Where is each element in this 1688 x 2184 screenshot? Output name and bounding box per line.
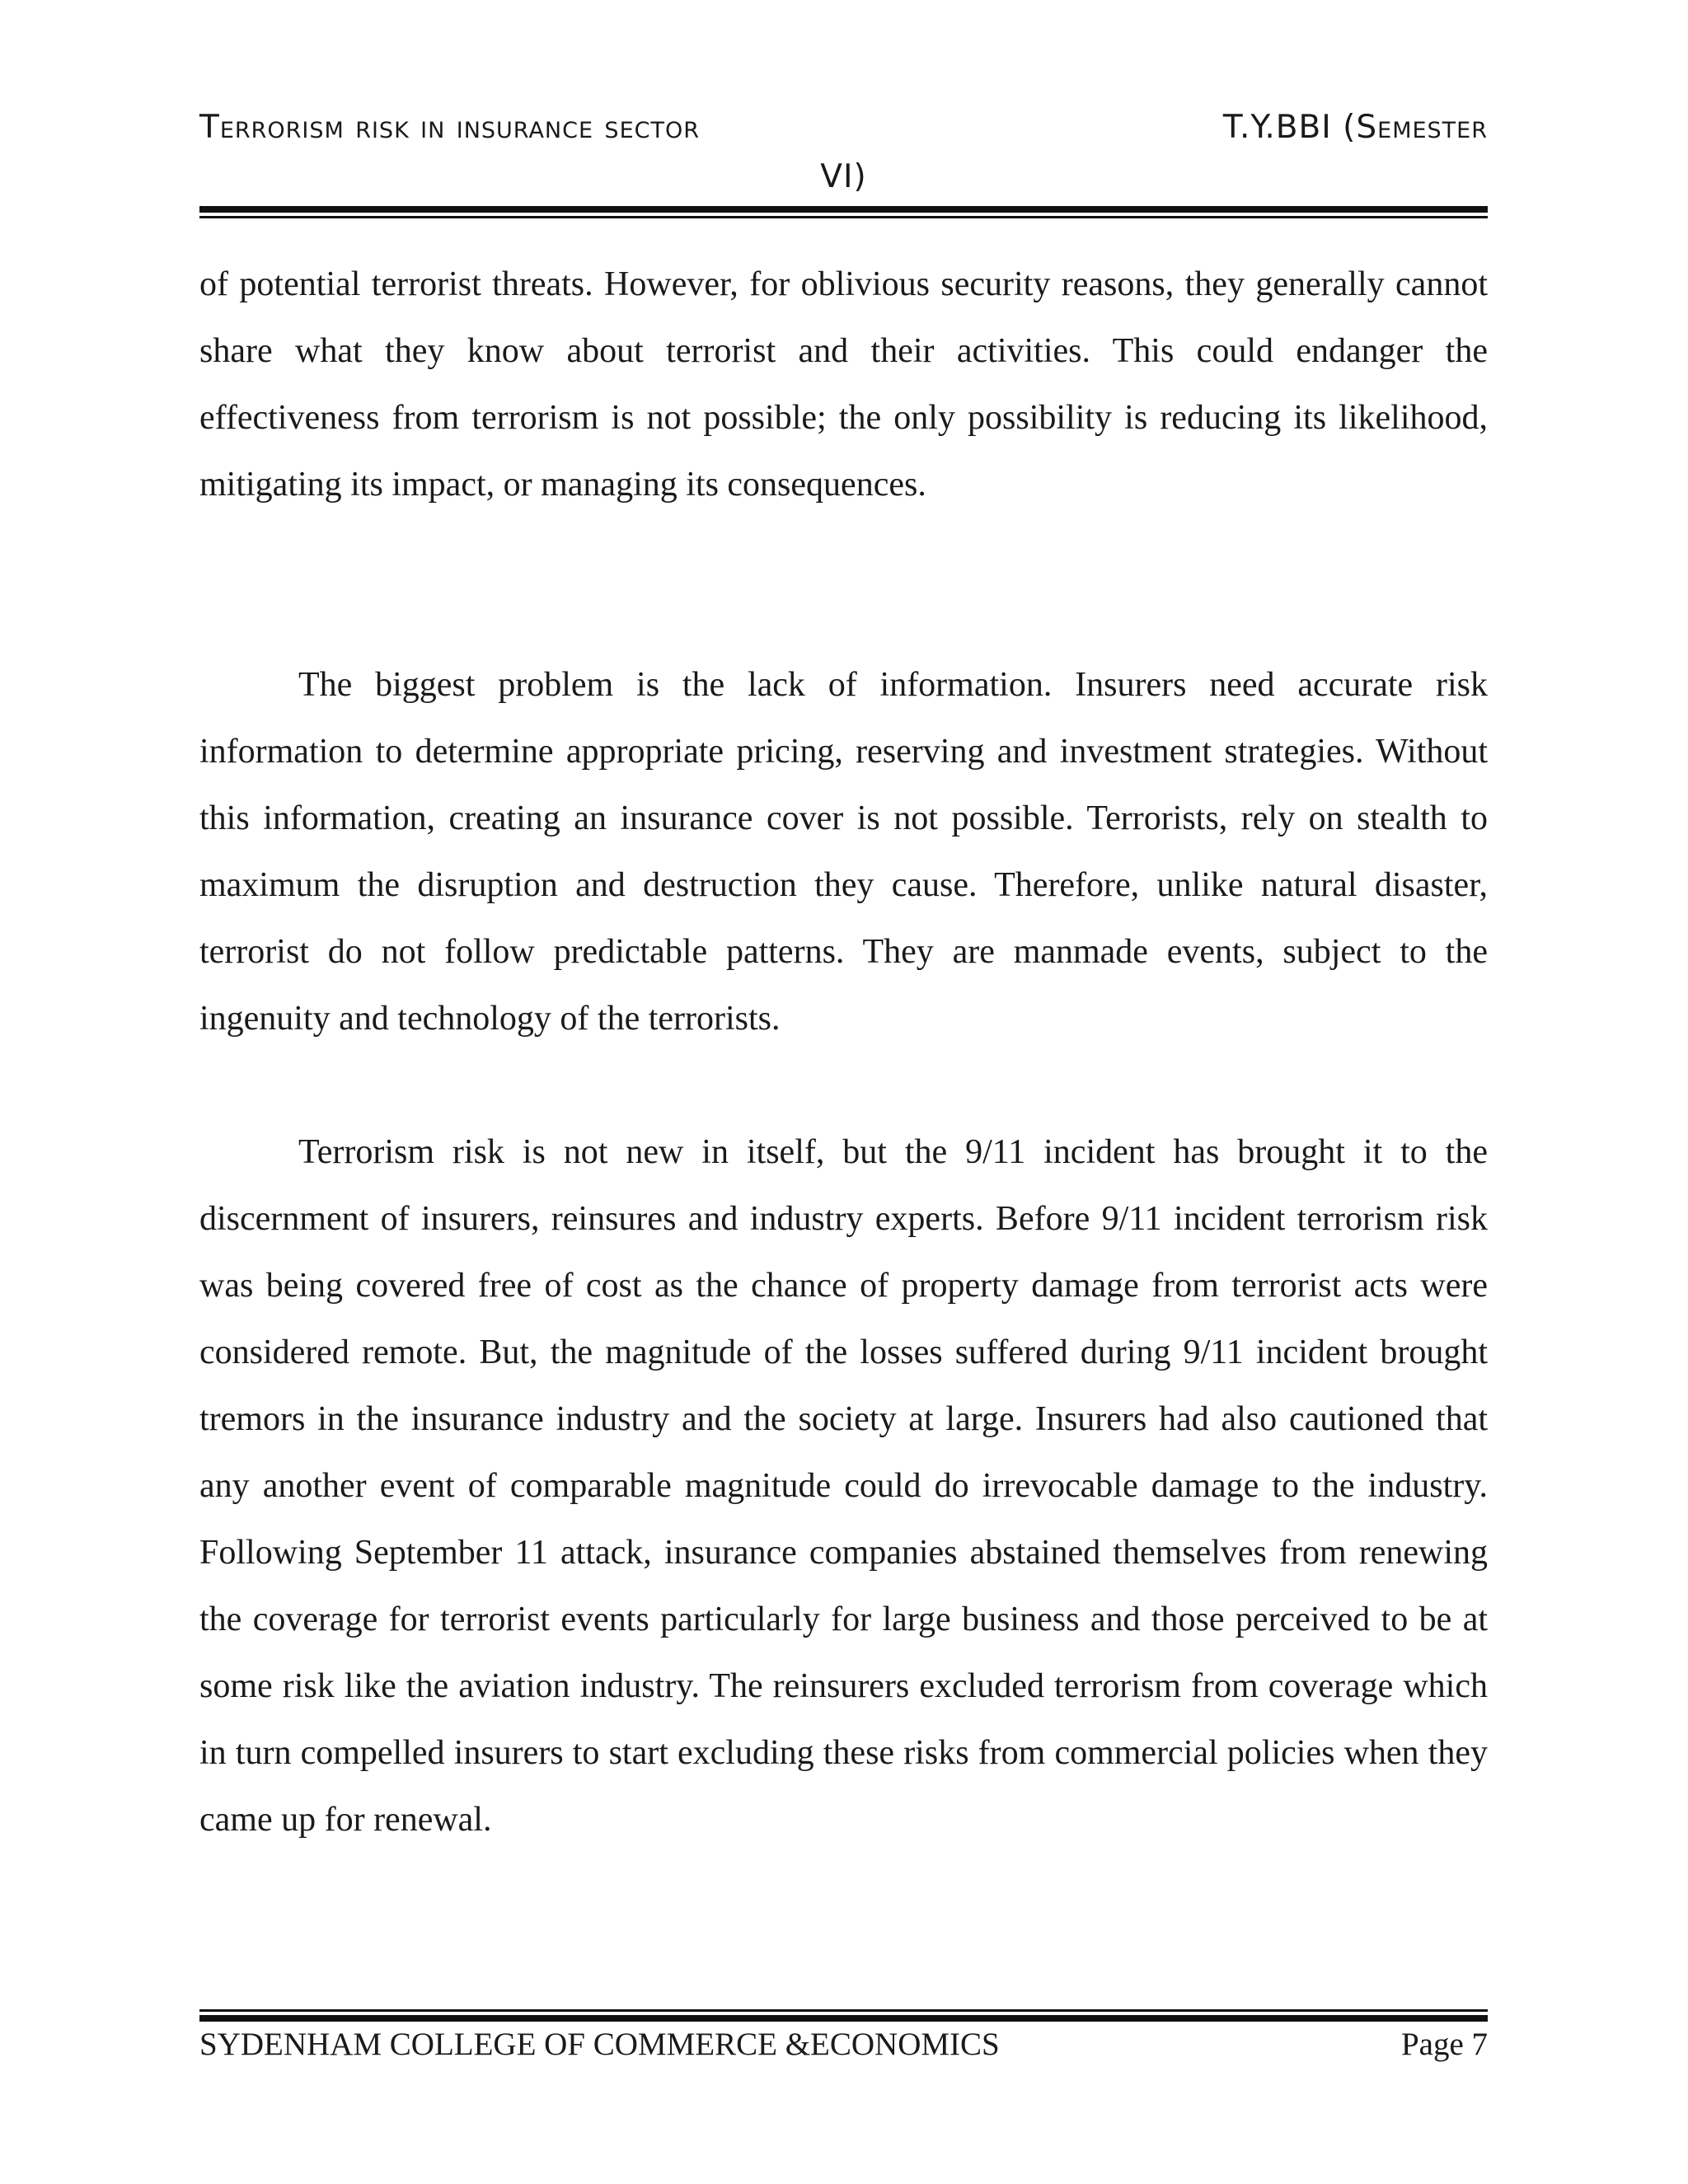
footer-rule-thin <box>199 2009 1488 2012</box>
header-rule <box>199 206 1488 218</box>
header-course-continuation: VI) <box>820 158 867 195</box>
running-header <box>199 101 1488 199</box>
page-number: Page 7 <box>1400 2027 1488 2062</box>
body-text <box>199 251 1488 1854</box>
header-course: T.Y.BBI (Semester <box>1222 109 1488 146</box>
paragraph-spacer <box>199 518 1488 652</box>
paragraph-spacer <box>199 1052 1488 1119</box>
paragraph-1: of potential terrorist threats. However, for oblivious security reasons, they generally cannot share what they know about terrorist and their activities. This could endanger the effectiveness from terrorism is not possible; the only possibility is reducing its likelihood, mitigating its impact, or managing its consequences. <box>199 265 1488 504</box>
footer-institution: SYDENHAM COLLEGE OF COMMERCE &ECONOMICS <box>199 2027 1000 2062</box>
header-rule-thin <box>199 216 1488 218</box>
paragraph-2: The biggest problem is the lack of information. Insurers need accurate risk information to determine appropriate pricing, reserving and investment strategies. Without this information, creating an insurance cover is not possible. Terrorists, rely on stealth to maximum the disruption and destruction they cause. Therefore, unlike natural disaster, terrorist do not follow predictable patterns. They are manmade events, subject to the ingenuity and technology of the terrorists. <box>199 666 1488 1038</box>
footer-rule-thick <box>199 2015 1488 2022</box>
header-rule-thick <box>199 206 1488 213</box>
footer-rule <box>199 2009 1488 2022</box>
paragraph-3: Terrorism risk is not new in itself, but the 9/11 incident has brought it to the discernment of insurers, reinsures and industry experts. Before 9/11 incident terrorism risk was being covered free of cost as the chance of property damage from terrorist acts were considered remote. But, the magnitude of the losses suffered during 9/11 incident brought tremors in the insurance industry and the society at large. Insurers had also cautioned that any another event of comparable magnitude could do irrevocable damage to the industry. Following September 11 attack, insurance companies abstained themselves from renewing the coverage for terrorist events particularly for large business and those perceived to be at some risk like the aviation industry. The reinsurers excluded terrorism from coverage which in turn compelled insurers to start excluding these risks from commercial policies when they came up for renewal. <box>199 1133 1488 1839</box>
header-title: Terrorism risk in insurance sector <box>199 109 700 146</box>
